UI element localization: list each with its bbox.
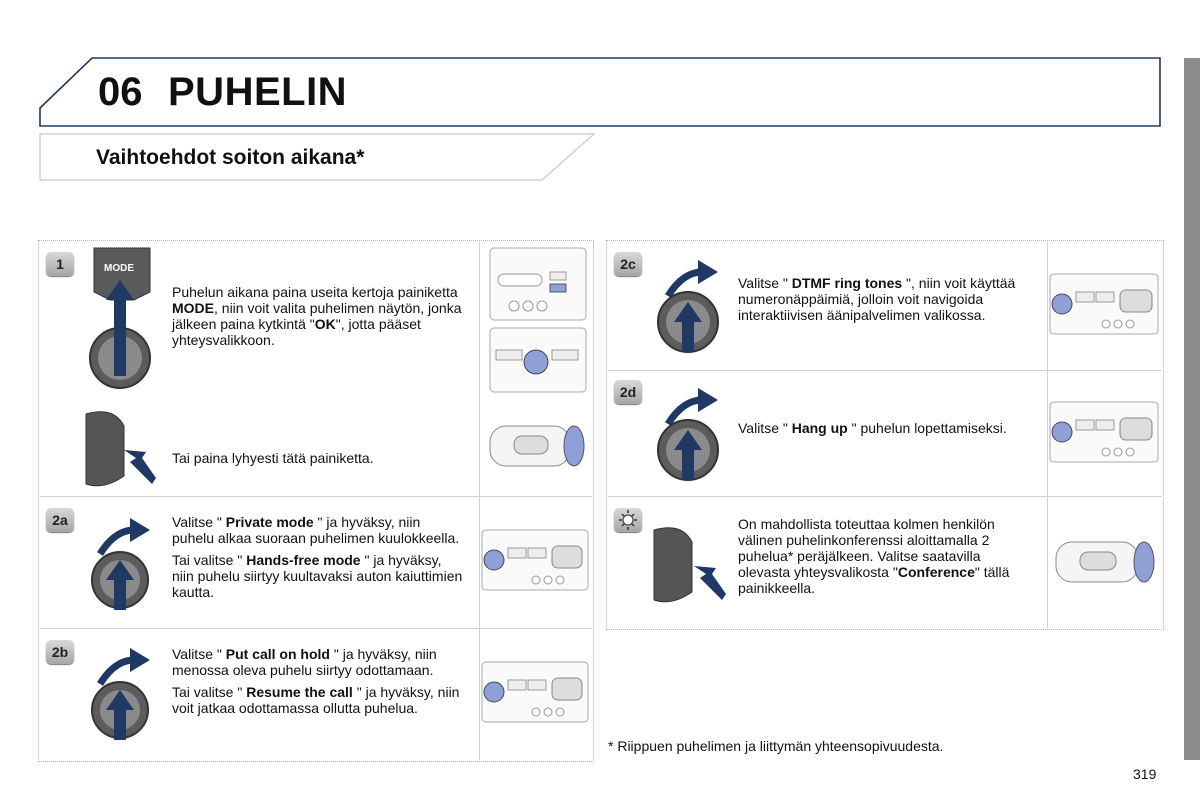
table-row-divider <box>40 496 592 497</box>
chapter-title: PUHELIN <box>168 70 348 114</box>
step-2c-text: Valitse " DTMF ring tones ", niin voit käyttää numeronäppäimiä, jolloin voit navigoida interaktiivisen äänipalvelimen valikossa. <box>738 275 1016 323</box>
radio-controls-illustration <box>1048 400 1160 464</box>
tip-text: On mahdollista toteuttaa kolmen henkilön välinen puhelinkonferenssi aloittamalla 2 puhelua* peräjälkeen. Valitse saatavilla olevasta yhteysvalikosta "Conference" tällä painikkeella. <box>738 516 1010 596</box>
table-row-divider <box>40 628 592 629</box>
step-badge-2d: 2d <box>614 380 642 404</box>
rotate-press-knob-icon <box>654 384 726 488</box>
table-row-divider <box>608 370 1162 371</box>
steering-stalk-illustration <box>84 406 158 490</box>
step-1-text: Puhelun aikana paina useita kertoja painiketta MODE, niin voit valita puhelimen näytön, jonka jälkeen paina kytkintä "OK", jotta pääset yhteysvalikkoon. <box>172 284 462 348</box>
mode-button-label: MODE <box>104 263 134 274</box>
lightbulb-icon <box>614 508 642 532</box>
steering-stalk-illustration <box>652 522 728 606</box>
step-badge-1: 1 <box>46 252 74 276</box>
rotate-press-knob-icon <box>86 644 158 744</box>
step-badge-2c: 2c <box>614 252 642 276</box>
radio-panel-illustration <box>488 246 588 396</box>
step-badge-2b: 2b <box>46 640 74 664</box>
radio-controls-illustration <box>480 660 590 724</box>
chapter-side-tab <box>1184 58 1200 760</box>
rotate-press-knob-icon <box>654 256 726 368</box>
press-arrow-icon <box>86 276 158 396</box>
step-2b-text: Valitse " Put call on hold " ja hyväksy, niin menossa oleva puhelu siirtyy odottamaan. Tai valitse " Resume the call " ja hyväksy, niin voit jatkaa odottamassa ollutta puhelua. <box>172 646 460 716</box>
step-2a-text: Valitse " Private mode " ja hyväksy, niin puhelu alkaa suoraan puhelimen kuulokkeella. Tai valitse " Hands-free mode " ja hyväksy, niin puhelu siirtyy kuultavaksi auton kaiuttimien kautta. <box>172 514 463 600</box>
radio-controls-illustration <box>1048 272 1160 336</box>
page-number: 319 <box>1133 766 1157 782</box>
rotate-press-knob-icon <box>86 514 158 614</box>
step-1-alt-text: Tai paina lyhyesti tätä painiketta. <box>172 450 374 466</box>
section-title: Vaihtoehdot soiton aikana* <box>96 146 365 169</box>
chapter-number: 06 <box>98 70 143 114</box>
stalk-button-illustration <box>488 420 588 476</box>
step-2d-text: Valitse " Hang up " puhelun lopettamiseksi. <box>738 420 1007 436</box>
radio-controls-illustration <box>480 528 590 592</box>
step-badge-2a: 2a <box>46 508 74 532</box>
footnote: * Riippuen puhelimen ja liittymän yhteensopivuudesta. <box>608 738 944 754</box>
stalk-button-illustration <box>1054 536 1158 592</box>
table-row-divider <box>608 496 1162 497</box>
